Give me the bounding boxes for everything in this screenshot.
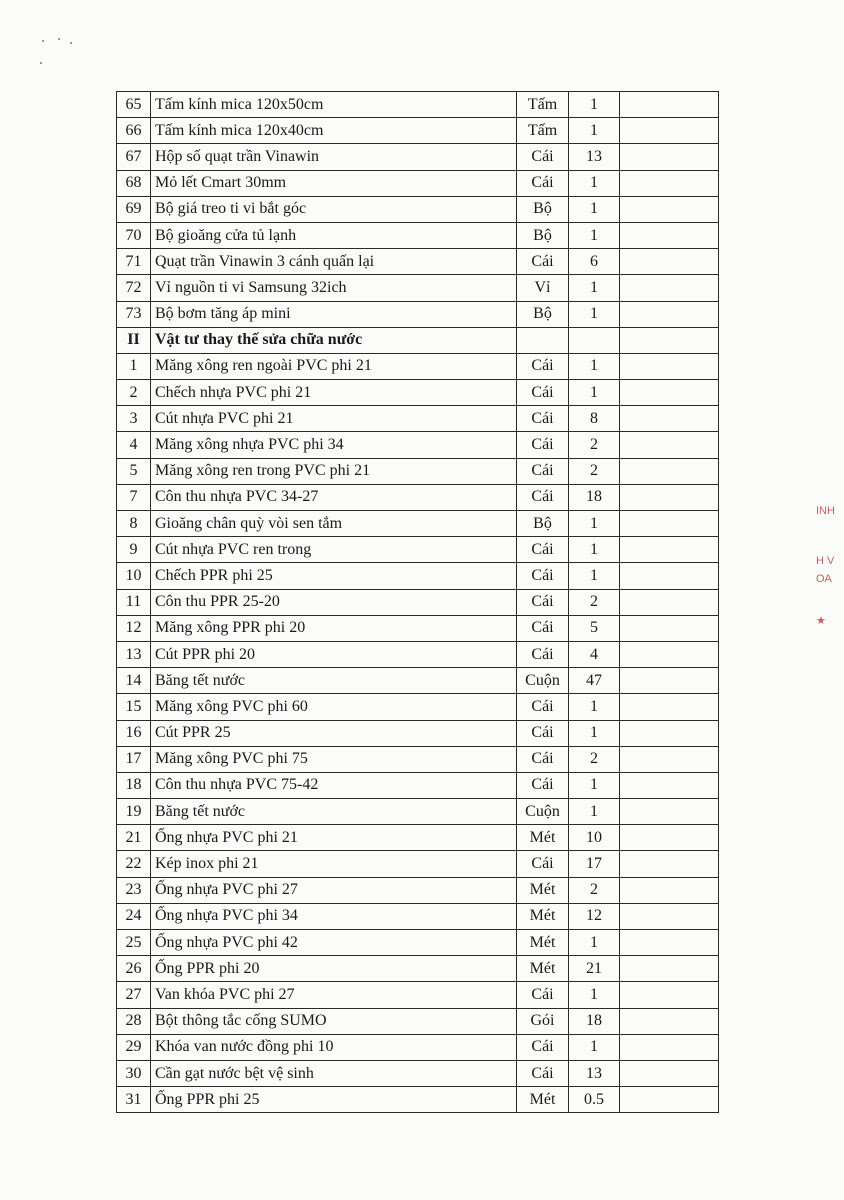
item-number-cell: 68 bbox=[117, 170, 151, 196]
margin-stamp-fragment: H V bbox=[816, 555, 835, 567]
note-cell bbox=[620, 1060, 719, 1086]
note-cell bbox=[620, 746, 719, 772]
quantity-cell: 1 bbox=[569, 196, 620, 222]
unit-cell: Cái bbox=[517, 720, 569, 746]
item-name-cell: Gioăng chân quỳ vòi sen tắm bbox=[151, 511, 517, 537]
quantity-cell: 0.5 bbox=[569, 1087, 620, 1113]
unit-cell: Tấm bbox=[517, 92, 569, 118]
table-row bbox=[117, 275, 719, 301]
unit-cell: Cái bbox=[517, 563, 569, 589]
item-number-cell: 18 bbox=[117, 772, 151, 798]
unit-cell: Vỉ bbox=[517, 275, 569, 301]
note-cell bbox=[620, 144, 719, 170]
unit-cell: Mét bbox=[517, 1087, 569, 1113]
materials-table-body bbox=[117, 92, 719, 1113]
quantity-cell: 2 bbox=[569, 589, 620, 615]
unit-cell: Cái bbox=[517, 746, 569, 772]
item-name-cell: Măng xông PVC phi 60 bbox=[151, 694, 517, 720]
table-row bbox=[117, 668, 719, 694]
item-name-cell: Cút nhựa PVC ren trong bbox=[151, 537, 517, 563]
materials-table bbox=[116, 91, 719, 1113]
item-name-cell: Bộ giá treo ti vi bắt góc bbox=[151, 196, 517, 222]
unit-cell: Cái bbox=[517, 615, 569, 641]
note-cell bbox=[620, 537, 719, 563]
table-row bbox=[117, 851, 719, 877]
quantity-cell: 12 bbox=[569, 903, 620, 929]
note-cell bbox=[620, 511, 719, 537]
item-number-cell: 2 bbox=[117, 380, 151, 406]
note-cell bbox=[620, 825, 719, 851]
section-header-row bbox=[117, 327, 719, 353]
item-number-cell: 73 bbox=[117, 301, 151, 327]
item-name-cell: Côn thu PPR 25-20 bbox=[151, 589, 517, 615]
quantity-cell: 1 bbox=[569, 353, 620, 379]
unit-cell: Cái bbox=[517, 589, 569, 615]
table-row bbox=[117, 563, 719, 589]
note-cell bbox=[620, 563, 719, 589]
note-cell bbox=[620, 668, 719, 694]
item-name-cell: Ống nhựa PVC phi 21 bbox=[151, 825, 517, 851]
unit-cell: Cái bbox=[517, 772, 569, 798]
item-name-cell: Măng xông ren ngoài PVC phi 21 bbox=[151, 353, 517, 379]
quantity-cell: 1 bbox=[569, 301, 620, 327]
item-number-cell: 66 bbox=[117, 118, 151, 144]
quantity-cell: 2 bbox=[569, 746, 620, 772]
quantity-cell: 10 bbox=[569, 825, 620, 851]
item-name-cell: Cút PPR phi 20 bbox=[151, 641, 517, 667]
item-name-cell: Kép inox phi 21 bbox=[151, 851, 517, 877]
unit-cell: Cái bbox=[517, 432, 569, 458]
note-cell bbox=[620, 930, 719, 956]
quantity-cell: 4 bbox=[569, 641, 620, 667]
unit-cell: Cuộn bbox=[517, 668, 569, 694]
note-cell bbox=[620, 170, 719, 196]
note-cell bbox=[620, 275, 719, 301]
item-number-cell: 15 bbox=[117, 694, 151, 720]
unit-cell: Cái bbox=[517, 851, 569, 877]
item-name-cell: Vỉ nguồn ti vi Samsung 32ich bbox=[151, 275, 517, 301]
unit-cell: Cái bbox=[517, 170, 569, 196]
note-cell bbox=[620, 406, 719, 432]
item-number-cell: 14 bbox=[117, 668, 151, 694]
quantity-cell: 1 bbox=[569, 694, 620, 720]
item-number-cell: 7 bbox=[117, 484, 151, 510]
table-row bbox=[117, 249, 719, 275]
unit-cell: Mét bbox=[517, 877, 569, 903]
unit-cell: Mét bbox=[517, 903, 569, 929]
table-row bbox=[117, 432, 719, 458]
item-number-cell: 27 bbox=[117, 982, 151, 1008]
unit-cell: Gói bbox=[517, 1008, 569, 1034]
item-name-cell: Côn thu nhựa PVC 34-27 bbox=[151, 484, 517, 510]
table-row bbox=[117, 720, 719, 746]
item-number-cell: II bbox=[117, 327, 151, 353]
table-row bbox=[117, 694, 719, 720]
item-name-cell: Bộ bơm tăng áp mini bbox=[151, 301, 517, 327]
unit-cell: Bộ bbox=[517, 511, 569, 537]
note-cell bbox=[620, 1087, 719, 1113]
unit-cell: Bộ bbox=[517, 196, 569, 222]
item-number-cell: 17 bbox=[117, 746, 151, 772]
table-row bbox=[117, 301, 719, 327]
unit-cell bbox=[517, 327, 569, 353]
item-number-cell: 4 bbox=[117, 432, 151, 458]
table-row bbox=[117, 956, 719, 982]
item-number-cell: 5 bbox=[117, 458, 151, 484]
table-row bbox=[117, 380, 719, 406]
note-cell bbox=[620, 1034, 719, 1060]
item-number-cell: 71 bbox=[117, 249, 151, 275]
item-name-cell: Măng xông nhựa PVC phi 34 bbox=[151, 432, 517, 458]
unit-cell: Cái bbox=[517, 380, 569, 406]
item-name-cell: Hộp số quạt trần Vinawin bbox=[151, 144, 517, 170]
item-name-cell: Mỏ lết Cmart 30mm bbox=[151, 170, 517, 196]
quantity-cell: 1 bbox=[569, 772, 620, 798]
item-name-cell: Tấm kính mica 120x50cm bbox=[151, 92, 517, 118]
table-row bbox=[117, 144, 719, 170]
quantity-cell bbox=[569, 327, 620, 353]
item-name-cell: Van khóa PVC phi 27 bbox=[151, 982, 517, 1008]
note-cell bbox=[620, 903, 719, 929]
item-number-cell: 65 bbox=[117, 92, 151, 118]
quantity-cell: 1 bbox=[569, 563, 620, 589]
item-number-cell: 31 bbox=[117, 1087, 151, 1113]
table-row bbox=[117, 746, 719, 772]
margin-stamp-fragment: ★ bbox=[816, 615, 826, 627]
item-name-cell: Côn thu nhựa PVC 75-42 bbox=[151, 772, 517, 798]
table-row bbox=[117, 406, 719, 432]
item-number-cell: 23 bbox=[117, 877, 151, 903]
table-row bbox=[117, 196, 719, 222]
item-name-cell: Măng xông PVC phi 75 bbox=[151, 746, 517, 772]
item-number-cell: 16 bbox=[117, 720, 151, 746]
item-number-cell: 1 bbox=[117, 353, 151, 379]
note-cell bbox=[620, 222, 719, 248]
note-cell bbox=[620, 458, 719, 484]
unit-cell: Tấm bbox=[517, 118, 569, 144]
item-number-cell: 8 bbox=[117, 511, 151, 537]
note-cell bbox=[620, 799, 719, 825]
item-name-cell: Bộ gioăng cửa tủ lạnh bbox=[151, 222, 517, 248]
note-cell bbox=[620, 353, 719, 379]
table-row bbox=[117, 825, 719, 851]
unit-cell: Cái bbox=[517, 406, 569, 432]
unit-cell: Cái bbox=[517, 1034, 569, 1060]
note-cell bbox=[620, 118, 719, 144]
item-number-cell: 24 bbox=[117, 903, 151, 929]
table-row bbox=[117, 1060, 719, 1086]
unit-cell: Cái bbox=[517, 537, 569, 563]
item-name-cell: Ống PPR phi 25 bbox=[151, 1087, 517, 1113]
item-number-cell: 72 bbox=[117, 275, 151, 301]
quantity-cell: 13 bbox=[569, 1060, 620, 1086]
item-number-cell: 3 bbox=[117, 406, 151, 432]
note-cell bbox=[620, 1008, 719, 1034]
note-cell bbox=[620, 432, 719, 458]
item-number-cell: 30 bbox=[117, 1060, 151, 1086]
table-row bbox=[117, 930, 719, 956]
item-name-cell: Măng xông PPR phi 20 bbox=[151, 615, 517, 641]
margin-stamp-fragment: INH bbox=[816, 505, 835, 517]
note-cell bbox=[620, 877, 719, 903]
item-name-cell: Măng xông ren trong PVC phi 21 bbox=[151, 458, 517, 484]
item-number-cell: 19 bbox=[117, 799, 151, 825]
item-name-cell: Tấm kính mica 120x40cm bbox=[151, 118, 517, 144]
note-cell bbox=[620, 720, 719, 746]
table-row bbox=[117, 877, 719, 903]
note-cell bbox=[620, 694, 719, 720]
quantity-cell: 8 bbox=[569, 406, 620, 432]
unit-cell: Cuộn bbox=[517, 799, 569, 825]
item-number-cell: 25 bbox=[117, 930, 151, 956]
item-number-cell: 70 bbox=[117, 222, 151, 248]
unit-cell: Mét bbox=[517, 956, 569, 982]
note-cell bbox=[620, 589, 719, 615]
unit-cell: Mét bbox=[517, 825, 569, 851]
quantity-cell: 1 bbox=[569, 537, 620, 563]
table-row bbox=[117, 484, 719, 510]
unit-cell: Cái bbox=[517, 484, 569, 510]
item-number-cell: 12 bbox=[117, 615, 151, 641]
note-cell bbox=[620, 641, 719, 667]
note-cell bbox=[620, 380, 719, 406]
note-cell bbox=[620, 249, 719, 275]
item-name-cell: Vật tư thay thế sửa chữa nước bbox=[151, 327, 517, 353]
unit-cell: Cái bbox=[517, 1060, 569, 1086]
quantity-cell: 47 bbox=[569, 668, 620, 694]
unit-cell: Mét bbox=[517, 930, 569, 956]
item-name-cell: Chếch PPR phi 25 bbox=[151, 563, 517, 589]
item-name-cell: Cút PPR 25 bbox=[151, 720, 517, 746]
unit-cell: Bộ bbox=[517, 222, 569, 248]
quantity-cell: 1 bbox=[569, 511, 620, 537]
table-row bbox=[117, 170, 719, 196]
quantity-cell: 1 bbox=[569, 170, 620, 196]
note-cell bbox=[620, 484, 719, 510]
table-row bbox=[117, 1087, 719, 1113]
scan-specks bbox=[40, 38, 80, 68]
note-cell bbox=[620, 615, 719, 641]
item-number-cell: 69 bbox=[117, 196, 151, 222]
note-cell bbox=[620, 301, 719, 327]
quantity-cell: 1 bbox=[569, 720, 620, 746]
item-name-cell: Băng tết nước bbox=[151, 668, 517, 694]
item-name-cell: Cần gạt nước bệt vệ sinh bbox=[151, 1060, 517, 1086]
table-row bbox=[117, 118, 719, 144]
unit-cell: Cái bbox=[517, 694, 569, 720]
quantity-cell: 1 bbox=[569, 799, 620, 825]
table-row bbox=[117, 641, 719, 667]
item-number-cell: 67 bbox=[117, 144, 151, 170]
item-name-cell: Cút nhựa PVC phi 21 bbox=[151, 406, 517, 432]
quantity-cell: 18 bbox=[569, 1008, 620, 1034]
note-cell bbox=[620, 92, 719, 118]
quantity-cell: 2 bbox=[569, 458, 620, 484]
quantity-cell: 17 bbox=[569, 851, 620, 877]
table-row bbox=[117, 799, 719, 825]
note-cell bbox=[620, 851, 719, 877]
item-name-cell: Chếch nhựa PVC phi 21 bbox=[151, 380, 517, 406]
quantity-cell: 6 bbox=[569, 249, 620, 275]
item-number-cell: 9 bbox=[117, 537, 151, 563]
quantity-cell: 1 bbox=[569, 118, 620, 144]
quantity-cell: 1 bbox=[569, 275, 620, 301]
item-name-cell: Băng tết nước bbox=[151, 799, 517, 825]
quantity-cell: 13 bbox=[569, 144, 620, 170]
table-row bbox=[117, 458, 719, 484]
item-number-cell: 26 bbox=[117, 956, 151, 982]
table-row bbox=[117, 511, 719, 537]
quantity-cell: 1 bbox=[569, 92, 620, 118]
item-name-cell: Ống nhựa PVC phi 34 bbox=[151, 903, 517, 929]
note-cell bbox=[620, 772, 719, 798]
item-name-cell: Quạt trần Vinawin 3 cánh quấn lại bbox=[151, 249, 517, 275]
table-row bbox=[117, 92, 719, 118]
table-row bbox=[117, 353, 719, 379]
unit-cell: Cái bbox=[517, 982, 569, 1008]
quantity-cell: 1 bbox=[569, 982, 620, 1008]
quantity-cell: 1 bbox=[569, 222, 620, 248]
unit-cell: Cái bbox=[517, 458, 569, 484]
item-number-cell: 22 bbox=[117, 851, 151, 877]
item-name-cell: Ống nhựa PVC phi 27 bbox=[151, 877, 517, 903]
unit-cell: Cái bbox=[517, 353, 569, 379]
table-row bbox=[117, 222, 719, 248]
table-row bbox=[117, 537, 719, 563]
quantity-cell: 1 bbox=[569, 380, 620, 406]
quantity-cell: 18 bbox=[569, 484, 620, 510]
quantity-cell: 2 bbox=[569, 877, 620, 903]
item-number-cell: 29 bbox=[117, 1034, 151, 1060]
item-number-cell: 13 bbox=[117, 641, 151, 667]
quantity-cell: 2 bbox=[569, 432, 620, 458]
item-number-cell: 21 bbox=[117, 825, 151, 851]
unit-cell: Bộ bbox=[517, 301, 569, 327]
margin-stamp-fragment: OA bbox=[816, 573, 832, 585]
table-row bbox=[117, 982, 719, 1008]
unit-cell: Cái bbox=[517, 249, 569, 275]
item-name-cell: Ống nhựa PVC phi 42 bbox=[151, 930, 517, 956]
item-name-cell: Bột thông tắc cống SUMO bbox=[151, 1008, 517, 1034]
item-name-cell: Khóa van nước đồng phi 10 bbox=[151, 1034, 517, 1060]
note-cell bbox=[620, 327, 719, 353]
item-number-cell: 11 bbox=[117, 589, 151, 615]
table-row bbox=[117, 772, 719, 798]
table-row bbox=[117, 589, 719, 615]
unit-cell: Cái bbox=[517, 641, 569, 667]
unit-cell: Cái bbox=[517, 144, 569, 170]
table-row bbox=[117, 1034, 719, 1060]
quantity-cell: 5 bbox=[569, 615, 620, 641]
item-number-cell: 28 bbox=[117, 1008, 151, 1034]
note-cell bbox=[620, 956, 719, 982]
table-row bbox=[117, 615, 719, 641]
note-cell bbox=[620, 196, 719, 222]
table-row bbox=[117, 903, 719, 929]
note-cell bbox=[620, 982, 719, 1008]
item-name-cell: Ống PPR phi 20 bbox=[151, 956, 517, 982]
item-number-cell: 10 bbox=[117, 563, 151, 589]
quantity-cell: 21 bbox=[569, 956, 620, 982]
quantity-cell: 1 bbox=[569, 930, 620, 956]
table-row bbox=[117, 1008, 719, 1034]
quantity-cell: 1 bbox=[569, 1034, 620, 1060]
